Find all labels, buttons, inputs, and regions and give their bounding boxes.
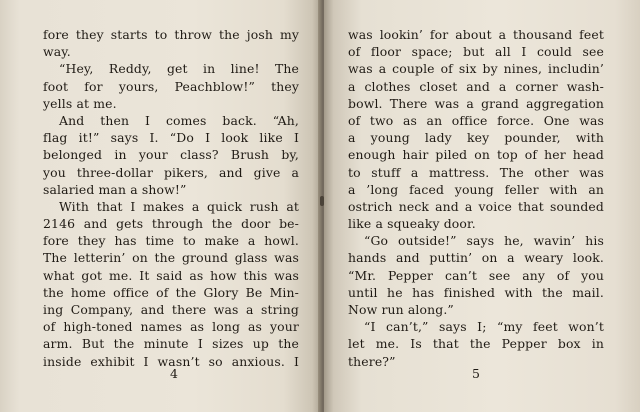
text-line: fore they has time to make a howl. (43, 233, 299, 249)
text-line: flag it!” says I. “Do I look like I (43, 130, 299, 146)
text-line: And then I comes back. “Ah, (59, 112, 299, 128)
text-line: you three-dollar pikers, and give a (43, 164, 299, 180)
right-page (324, 0, 640, 412)
text-line: of floor space; but all I could see (348, 44, 604, 60)
text-line: to stuff a mattress. The other was (348, 164, 604, 180)
text-line: arm. But the minute I sizes up the (43, 336, 299, 352)
text-line: fore they starts to throw the josh my (43, 27, 299, 42)
text-line: enough hair piled on top of her head (348, 147, 604, 163)
text-line: salaried man a show!” (43, 181, 187, 197)
text-line: bowl. There was a grand aggregation (348, 95, 604, 111)
text-line: The letterin’ on the ground glass was (43, 250, 299, 266)
text-line: of high-toned names as long as your (43, 319, 299, 335)
text-line: way. (43, 44, 71, 60)
page-number-left: 4 (170, 366, 178, 381)
text-line: “I can’t,” says I; “my feet won’t (364, 319, 604, 335)
text-line: ostrich neck and a voice that sounded (348, 198, 604, 214)
text-line: was lookin’ for about a thousand feet (348, 27, 604, 42)
text-line: “Go outside!” says he, wavin’ his (364, 233, 604, 249)
text-line: was a couple of six by nines, includin’ (348, 61, 604, 77)
text-line: foot for yours, Peachblow!” they (43, 78, 299, 94)
text-line: the home office of the Glory Be Min- (43, 284, 299, 300)
page-number-right: 5 (472, 366, 480, 381)
text-line: “Hey, Reddy, get in line! The (59, 61, 299, 77)
text-line: inside exhibit I wasn’t so anxious. I (43, 353, 299, 369)
text-line: a clothes closet and a corner wash- (348, 78, 604, 94)
text-line: let me. Is that the Pepper box in (348, 336, 604, 352)
text-line: With that I makes a quick rush at (59, 198, 299, 214)
text-line: hands and puttin’ on a weary look. (348, 250, 604, 266)
text-line: what got me. It said as how this was (43, 267, 299, 283)
text-line: like a squeaky door. (348, 216, 476, 232)
right-page-text (348, 26, 604, 370)
text-line: yells at me. (43, 95, 117, 111)
left-page-text (43, 26, 299, 370)
text-line: a ’long faced young feller with an (348, 181, 604, 197)
text-line: Now run along.” (348, 302, 454, 317)
text-line: until he has finished with the mail. (348, 284, 604, 300)
text-line: 2146 and gets through the door be- (43, 216, 299, 232)
text-line: ing Company, and there was a string (43, 302, 299, 317)
text-line: of two as an office force. One was (348, 112, 604, 128)
text-line: belonged in your class? Brush by, (43, 147, 299, 163)
text-line: a young lady key pounder, with (348, 130, 604, 146)
text-line: there?” (348, 353, 396, 369)
text-line: “Mr. Pepper can’t see any of you (348, 267, 604, 283)
